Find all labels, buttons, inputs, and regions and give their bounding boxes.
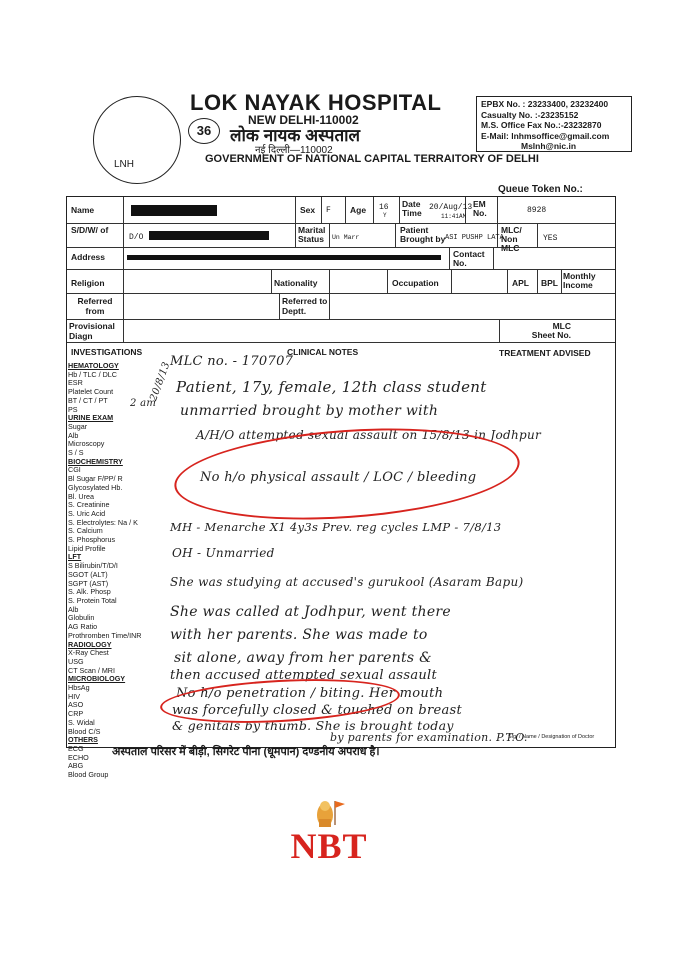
- lnh-logo: LNH: [93, 96, 181, 184]
- nationality-label: Nationality: [274, 278, 318, 288]
- address-redaction: [127, 255, 441, 260]
- section-heading: MICROBIOLOGY: [68, 674, 126, 684]
- circled-number: 36: [188, 118, 220, 144]
- note-line: sit alone, away from her parents &: [174, 650, 432, 666]
- mlc-value: YES: [543, 234, 558, 243]
- address-label: Address: [71, 252, 106, 262]
- datetime-label: Date Time: [402, 199, 422, 218]
- monthly-income-label: Monthly Income: [563, 271, 596, 290]
- investigations-label: INVESTIGATIONS: [71, 347, 143, 357]
- time-value: 11:41AM: [441, 213, 467, 220]
- note-time: 2 am: [130, 398, 157, 409]
- contact-line: M.S. Office Fax No.:-23232870: [481, 120, 602, 130]
- provisional-diagnosis-label: Provisional Diagn: [69, 321, 115, 341]
- referred-from-label: Referred from: [77, 296, 113, 316]
- name-redaction: [131, 205, 217, 216]
- section-heading: LFT: [68, 552, 82, 562]
- apl-label: APL: [512, 278, 529, 288]
- note-line: No h/o penetration / biting. Her mouth: [176, 686, 444, 701]
- note-line: with her parents. She was made to: [170, 627, 428, 643]
- sex-label: Sex: [300, 205, 316, 215]
- contact-line: EPBX No. : 23233400, 23232400: [481, 99, 609, 109]
- hospital-name-hindi: लोक नायक अस्पताल: [230, 126, 361, 145]
- hospital-city: NEW DELHI-110002: [248, 113, 359, 127]
- note-line: unmarried brought by mother with: [180, 403, 439, 419]
- hospital-name: LOK NAYAK HOSPITAL: [190, 90, 442, 115]
- note-mlc-no: MLC no. - 170707: [170, 354, 294, 369]
- contact-line: Mslnh@nic.in: [521, 141, 577, 151]
- deity-flag-icon: [279, 795, 379, 829]
- referred-to-label: Referred to Deptt.: [282, 296, 328, 316]
- contact-line: E-Mail: lnhmsoffice@gmail.com: [481, 130, 610, 141]
- em-label: EM No.: [473, 199, 487, 218]
- mlc-label: MLC/ Non MLC: [501, 225, 522, 253]
- section-heading: URINE EXAM: [68, 413, 114, 423]
- sex-value: F: [326, 206, 331, 215]
- note-date: 20/8/13: [148, 360, 173, 403]
- treatment-advised-label: TREATMENT ADVISED: [499, 348, 591, 358]
- government-line: GOVERNMENT OF NATIONAL CAPITAL TERRAITORY OF DELHI: [205, 153, 539, 165]
- sdw-label: S/D/W/ of: [71, 225, 109, 235]
- contact-line: Casualty No. :-23235152: [481, 109, 579, 120]
- nbt-logo: [279, 795, 379, 870]
- age-label: Age: [350, 205, 367, 215]
- brought-value: ASI PUSHP LATA: [445, 234, 504, 242]
- em-value: 8928: [527, 206, 547, 215]
- note-line: Patient, 17y, female, 12th class student: [176, 378, 487, 396]
- religion-label: Religion: [71, 278, 105, 288]
- section-heading: HEMATOLOGY: [68, 361, 119, 370]
- signature-label: Sig. / Name / Designation of Doctor: [508, 734, 595, 740]
- occupation-label: Occupation: [392, 278, 439, 288]
- brought-label: Patient Brought by: [400, 225, 446, 244]
- note-line: MH - Menarche X1 4y3s Prev. reg cycles LMP - 7/8/13: [170, 520, 502, 534]
- no-smoking-notice: अस्पताल परिसर में बीड़ी, सिगरेट पीना (धूमपान) दण्डनीय अपराध है।: [112, 746, 380, 758]
- note-line: She was studying at accused's gurukool (Asaram Bapu): [170, 575, 524, 589]
- section-heading: BIOCHEMISTRY: [68, 456, 123, 466]
- bpl-label: BPL: [541, 278, 558, 288]
- note-line: A/H/O attempted sexual assault on 15/8/13 in Jodhpur: [196, 428, 542, 442]
- age-unit: Y: [383, 212, 387, 219]
- name-label: Name: [71, 205, 95, 215]
- section-heading: RADIOLOGY: [68, 639, 112, 649]
- investigations-list: HEMATOLOGY Hb / TLC / DLC ESR Platelet Count BT / CT / PT PS URINE EXAM Sugar Alb Microscopy S / S BIOCHEMISTRY CGI Bl Sugar F/PP/ R Glycosylated Hb. Bl. Urea S. Creatinine S. Uric Acid S. Electrolytes: Na / K S. Calcium S. Phosphorus Lipid Profile LFT S Bilirubin/T/D/I SGOT (ALT) SGPT (AST) S. Alk. Phosp S. Protein Total Alb Globulin AG Ratio Prothromben Time/INR RADIOLOGY X-Ray Chest USG CT Scan / MRI MICROBIOLOGY HbsAg HIV ASO CRP S. Widal Blood C/S OTHERS ECG ECHO ABG Blood Group: [68, 361, 142, 780]
- note-line: No h/o physical assault / LOC / bleeding: [200, 470, 477, 485]
- sdw-value: D/O: [129, 233, 144, 242]
- hospital-city-hindi: नई दिल्ली—110002: [255, 145, 333, 156]
- note-line: was forcefully closed & touched on breast: [172, 703, 463, 718]
- queue-token-label: Queue Token No.:: [498, 184, 583, 195]
- date-value: 20/Aug/13: [429, 203, 473, 212]
- contact-box: [476, 96, 632, 152]
- section-heading: OTHERS: [68, 735, 98, 745]
- note-line: OH - Unmarried: [172, 546, 275, 560]
- age-value: 16: [379, 203, 389, 212]
- contact-no-label: Contact No.: [453, 249, 485, 268]
- parent-redaction: [149, 231, 269, 240]
- note-line: then accused attempted sexual assault: [170, 668, 438, 683]
- note-line: She was called at Jodhpur, went there: [170, 604, 451, 620]
- note-line: by parents for examination. P.T.O.: [330, 731, 528, 744]
- nbt-wordmark: NBT: [290, 826, 368, 866]
- marital-value: Un Marr: [332, 234, 360, 241]
- marital-label: Marital Status: [298, 225, 326, 244]
- note-line: & genitals by thumb. She is brought today: [172, 718, 454, 733]
- clinical-notes-label: CLINICAL NOTES: [287, 347, 359, 357]
- mlc-sheet-label: MLC Sheet No.: [531, 321, 571, 340]
